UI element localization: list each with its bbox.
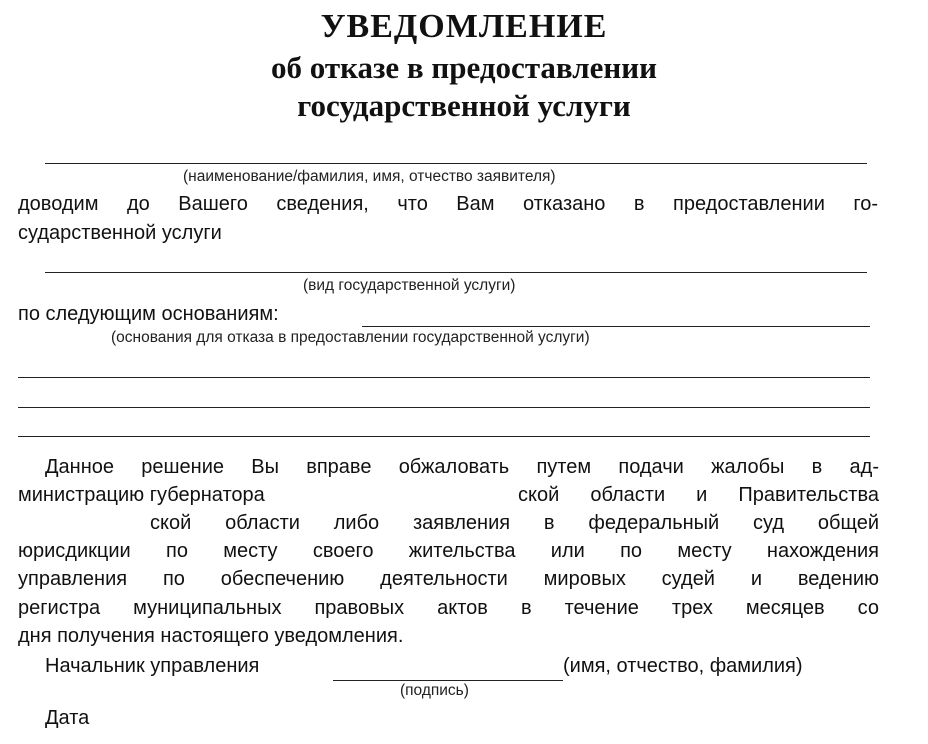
document-subtitle-line-2: государственной услуги xyxy=(297,88,631,123)
grounds-line-3[interactable] xyxy=(18,407,870,408)
redacted-region-1 xyxy=(352,484,514,510)
appeal-text-line-1: Данное решение Вы вправе обжаловать путем подачи жалобы в ад- xyxy=(45,456,879,478)
signature-line[interactable] xyxy=(333,680,563,681)
grounds-caption: (основания для отказа в предоставлении государственной услуги) xyxy=(111,329,590,346)
redacted-region-2 xyxy=(18,512,148,538)
appeal-text-line-2a: министрацию губернатора xyxy=(18,484,265,506)
document-subtitle-line-1: об отказе в предоставлении xyxy=(271,50,657,85)
appeal-text-line-3: ской области либо заявления в федеральный суд общей xyxy=(150,512,879,534)
signature-caption: (подпись) xyxy=(400,682,469,699)
notice-text-line-2: сударственной услуги xyxy=(18,222,222,244)
appeal-text-line-7: дня получения настоящего уведомления. xyxy=(18,625,404,647)
applicant-name-caption: (наименование/фамилия, имя, отчество заявителя) xyxy=(183,168,556,185)
grounds-line-4[interactable] xyxy=(18,436,870,437)
appeal-text-line-5: управления по обеспечению деятельности мировых судей и ведению xyxy=(18,568,879,590)
grounds-line-1[interactable] xyxy=(362,326,870,327)
service-type-line[interactable] xyxy=(45,272,867,273)
appeal-text-line-2b: ской области и Правительства xyxy=(518,484,879,506)
date-label: Дата xyxy=(45,707,90,729)
applicant-name-line[interactable] xyxy=(45,163,867,164)
grounds-line-2[interactable] xyxy=(18,377,870,378)
name-caption: (имя, отчество, фамилия) xyxy=(563,655,803,677)
head-of-department-label: Начальник управления xyxy=(45,655,260,677)
document-title: УВЕДОМЛЕНИЕ xyxy=(320,8,608,45)
appeal-text-line-6: регистра муниципальных правовых актов в течение трех месяцев со xyxy=(18,597,879,619)
grounds-label: по следующим основаниям: xyxy=(18,303,279,325)
appeal-text-line-4: юрисдикции по месту своего жительства или по месту нахождения xyxy=(18,540,879,562)
notice-text-line-1: доводим до Вашего сведения, что Вам отказано в предоставлении го- xyxy=(18,193,878,215)
service-type-caption: (вид государственной услуги) xyxy=(303,277,516,294)
